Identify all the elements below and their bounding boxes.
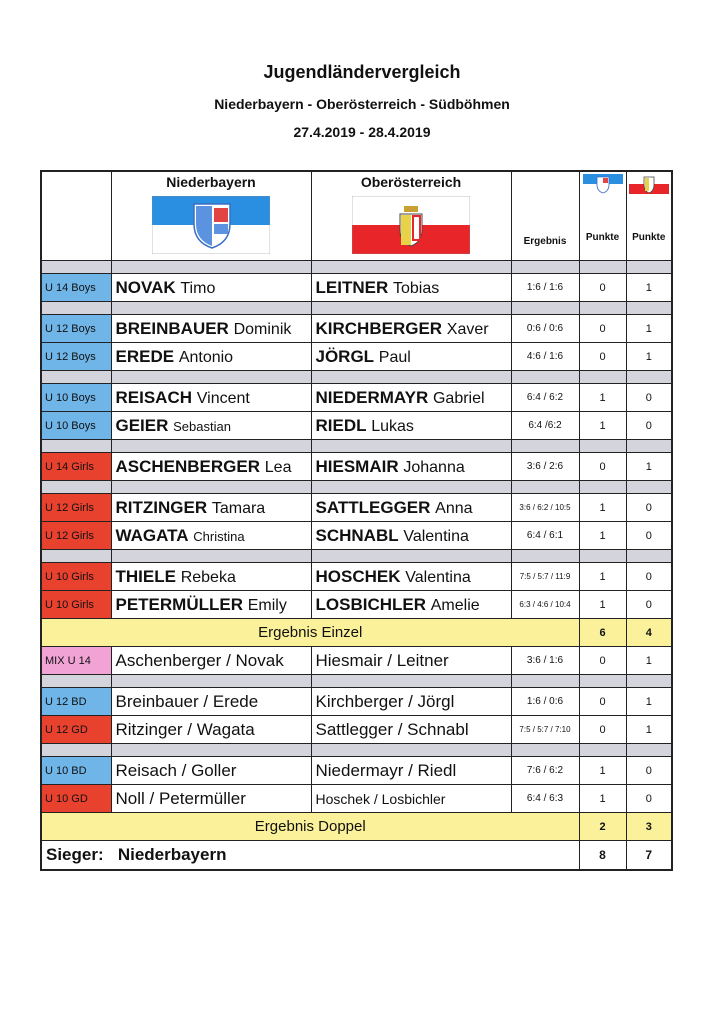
player1-firstname: Vincent (196, 389, 250, 407)
points1-cell: 1 (579, 412, 626, 440)
result-cell: 6:4 / 6:3 (511, 785, 579, 813)
result-cell: 3:6 / 6:2 / 10:5 (511, 494, 579, 522)
category-cell: U 10 GD (41, 785, 111, 813)
player2-cell (311, 563, 511, 591)
player2-lastname: LOSBICHLER (315, 594, 426, 614)
player2-firstname: Valentina (403, 527, 469, 545)
category-cell: U 12 BD (41, 688, 111, 716)
result-cell: 3:6 / 1:6 (511, 647, 579, 675)
points2-cell: 0 (626, 494, 672, 522)
player1-cell (111, 453, 311, 481)
player2-firstname: Lukas (371, 417, 414, 435)
doubles-row (41, 647, 672, 675)
result-cell: 0:6 / 0:6 (511, 315, 579, 343)
category-cell: U 14 Boys (41, 274, 111, 302)
result-cell: 7:5 / 5:7 / 7:10 (511, 716, 579, 744)
sum-points1: 2 (579, 813, 626, 841)
player2-firstname: Xaver (446, 320, 489, 338)
sum-label: Ergebnis Einzel (41, 619, 579, 647)
points1-cell: 1 (579, 785, 626, 813)
player1-firstname: Tamara (211, 499, 266, 517)
category-cell: U 12 Girls (41, 494, 111, 522)
points2-cell: 0 (626, 757, 672, 785)
player1-cell (111, 315, 311, 343)
oberoesterreich-flag-icon (352, 196, 470, 254)
player1-firstname: Dominik (233, 320, 292, 338)
sum-points1: 6 (579, 619, 626, 647)
points2-cell: 0 (626, 384, 672, 412)
doubles-row (41, 785, 672, 813)
pair2-cell: Niedermayr / Riedl (311, 757, 511, 785)
player2-firstname: Valentina (405, 568, 471, 586)
category-cell: U 12 GD (41, 716, 111, 744)
spacer-row (41, 744, 672, 757)
player1-lastname: BREINBAUER (115, 318, 229, 338)
player1-cell (111, 274, 311, 302)
player1-lastname: REISACH (115, 387, 193, 407)
points2-cell: 0 (626, 591, 672, 619)
points2-cell: 0 (626, 785, 672, 813)
player1-lastname: ASCHENBERGER (115, 456, 261, 476)
sum-points2: 4 (626, 619, 672, 647)
total-points1: 8 (579, 841, 626, 871)
results-table (40, 170, 673, 871)
match-row (41, 453, 672, 481)
player2-cell (311, 315, 511, 343)
doubles-row (41, 757, 672, 785)
document-dates: 27.4.2019 - 28.4.2019 (293, 124, 431, 140)
sum-points2: 3 (626, 813, 672, 841)
points2-cell: 0 (626, 522, 672, 550)
player2-firstname: Johanna (403, 458, 465, 476)
points1-cell: 0 (579, 274, 626, 302)
pair2-cell: Kirchberger / Jörgl (311, 688, 511, 716)
player1-cell (111, 384, 311, 412)
player1-lastname: THIELE (115, 566, 176, 586)
player2-cell (311, 494, 511, 522)
spacer-row (41, 550, 672, 563)
document-subtitle: Niederbayern - Oberösterreich - Südböhmen (214, 96, 510, 112)
player1-firstname: Rebeka (180, 568, 236, 586)
points2-header: Punkte (626, 171, 672, 261)
points1-cell: 0 (579, 453, 626, 481)
player2-cell (311, 412, 511, 440)
player2-lastname: RIEDL (315, 415, 367, 435)
result-cell: 6:4 /6:2 (511, 412, 579, 440)
player1-lastname: NOVAK (115, 277, 176, 297)
points2-cell: 1 (626, 274, 672, 302)
result-cell: 4:6 / 1:6 (511, 343, 579, 371)
pair1-cell: Ritzinger / Wagata (111, 716, 311, 744)
match-row (41, 412, 672, 440)
result-cell: 7:6 / 6:2 (511, 757, 579, 785)
points1-cell: 0 (579, 343, 626, 371)
player2-cell (311, 591, 511, 619)
player1-lastname: PETERMÜLLER (115, 594, 243, 614)
player2-firstname: Tobias (392, 279, 440, 297)
points1-cell: 1 (579, 384, 626, 412)
singles-sum-row (41, 619, 672, 647)
points1-cell: 1 (579, 563, 626, 591)
player1-cell (111, 412, 311, 440)
result-cell: 7:5 / 5:7 / 11:9 (511, 563, 579, 591)
match-row (41, 591, 672, 619)
player1-firstname: Timo (180, 279, 216, 297)
match-row (41, 522, 672, 550)
player2-firstname: Gabriel (432, 389, 485, 407)
match-row (41, 274, 672, 302)
winner-caption: Sieger: (46, 845, 104, 864)
player2-lastname: JÖRGL (315, 346, 375, 366)
player1-cell (111, 494, 311, 522)
category-cell: U 10 Girls (41, 591, 111, 619)
spacer-row (41, 302, 672, 315)
result-cell: 3:6 / 2:6 (511, 453, 579, 481)
team1-name: Niederbayern (166, 174, 256, 190)
points1-cell: 1 (579, 494, 626, 522)
player1-cell (111, 343, 311, 371)
category-cell: U 10 Boys (41, 412, 111, 440)
spacer-row (41, 481, 672, 494)
player2-cell (311, 274, 511, 302)
points2-cell: 1 (626, 716, 672, 744)
player2-cell (311, 384, 511, 412)
player2-cell (311, 453, 511, 481)
player1-cell (111, 522, 311, 550)
points1-cell: 1 (579, 591, 626, 619)
points1-cell: 0 (579, 688, 626, 716)
doubles-row (41, 688, 672, 716)
points2-cell: 1 (626, 647, 672, 675)
category-cell: U 10 Girls (41, 563, 111, 591)
player1-firstname: Christina (193, 528, 245, 544)
pair1-cell: Breinbauer / Erede (111, 688, 311, 716)
oberoesterreich-mini-flag-icon (629, 174, 669, 194)
player1-firstname: Antonio (178, 348, 234, 366)
winner-team: Niederbayern (117, 845, 227, 864)
table-header-row (41, 171, 672, 261)
points1-cell: 0 (579, 716, 626, 744)
player1-firstname: Sebastian (173, 418, 231, 434)
player2-lastname: HIESMAIR (315, 456, 399, 476)
pair1-cell: Noll / Petermüller (111, 785, 311, 813)
player2-firstname: Amelie (430, 596, 480, 614)
player2-firstname: Paul (378, 348, 411, 366)
player2-lastname: LEITNER (315, 277, 389, 297)
category-cell: U 12 Boys (41, 343, 111, 371)
points1-cell: 0 (579, 647, 626, 675)
pair2-cell: Hiesmair / Leitner (311, 647, 511, 675)
winner-row (41, 841, 672, 871)
result-cell: 1:6 / 1:6 (511, 274, 579, 302)
doubles-sum-row (41, 813, 672, 841)
player2-lastname: NIEDERMAYR (315, 387, 429, 407)
team1-header (111, 171, 311, 261)
pair1-cell: Aschenberger / Novak (111, 647, 311, 675)
niederbayern-mini-flag-icon (583, 174, 623, 194)
pair2-cell: Sattlegger / Schnabl (311, 716, 511, 744)
spacer-row (41, 675, 672, 688)
player1-lastname: EREDE (115, 346, 175, 366)
spacer-row (41, 440, 672, 453)
player1-lastname: WAGATA (115, 525, 189, 545)
player2-cell (311, 343, 511, 371)
category-cell: U 10 Boys (41, 384, 111, 412)
match-row (41, 315, 672, 343)
points2-cell: 1 (626, 315, 672, 343)
points2-cell: 1 (626, 453, 672, 481)
player1-firstname: Emily (247, 596, 287, 614)
result-cell: 1:6 / 0:6 (511, 688, 579, 716)
points2-cell: 1 (626, 343, 672, 371)
category-cell: U 14 Girls (41, 453, 111, 481)
player1-firstname: Lea (264, 458, 292, 476)
player1-lastname: RITZINGER (115, 497, 208, 517)
points2-cell: 1 (626, 688, 672, 716)
points2-cell: 0 (626, 563, 672, 591)
player1-lastname: GEIER (115, 415, 169, 435)
player2-lastname: SATTLEGGER (315, 497, 431, 517)
winner-label (41, 841, 579, 871)
player1-cell (111, 591, 311, 619)
points1-cell: 0 (579, 315, 626, 343)
match-row (41, 494, 672, 522)
niederbayern-flag-icon (152, 196, 270, 254)
team2-header (311, 171, 511, 261)
pair2-cell: Hoschek / Losbichler (311, 785, 511, 813)
category-cell: U 12 Girls (41, 522, 111, 550)
match-row (41, 563, 672, 591)
category-cell: MIX U 14 (41, 647, 111, 675)
total-points2: 7 (626, 841, 672, 871)
doubles-row (41, 716, 672, 744)
category-cell: U 12 Boys (41, 315, 111, 343)
team2-name: Oberösterreich (360, 174, 462, 190)
spacer-row (41, 371, 672, 384)
result-header: Ergebnis (511, 171, 579, 261)
result-cell: 6:4 / 6:1 (511, 522, 579, 550)
result-cell: 6:3 / 4:6 / 10:4 (511, 591, 579, 619)
points1-cell: 1 (579, 757, 626, 785)
player2-lastname: KIRCHBERGER (315, 318, 443, 338)
points1-header: Punkte (579, 171, 626, 261)
player2-cell (311, 522, 511, 550)
document-title: Jugendländervergleich (263, 62, 461, 82)
player2-lastname: SCHNABL (315, 525, 399, 545)
spacer-row (41, 261, 672, 274)
match-row (41, 384, 672, 412)
points1-cell: 1 (579, 522, 626, 550)
category-cell: U 10 BD (41, 757, 111, 785)
player1-cell (111, 563, 311, 591)
player2-lastname: HOSCHEK (315, 566, 401, 586)
sum-label: Ergebnis Doppel (41, 813, 579, 841)
points2-cell: 0 (626, 412, 672, 440)
pair1-cell: Reisach / Goller (111, 757, 311, 785)
player2-firstname: Anna (435, 499, 473, 517)
match-row (41, 343, 672, 371)
result-cell: 6:4 / 6:2 (511, 384, 579, 412)
